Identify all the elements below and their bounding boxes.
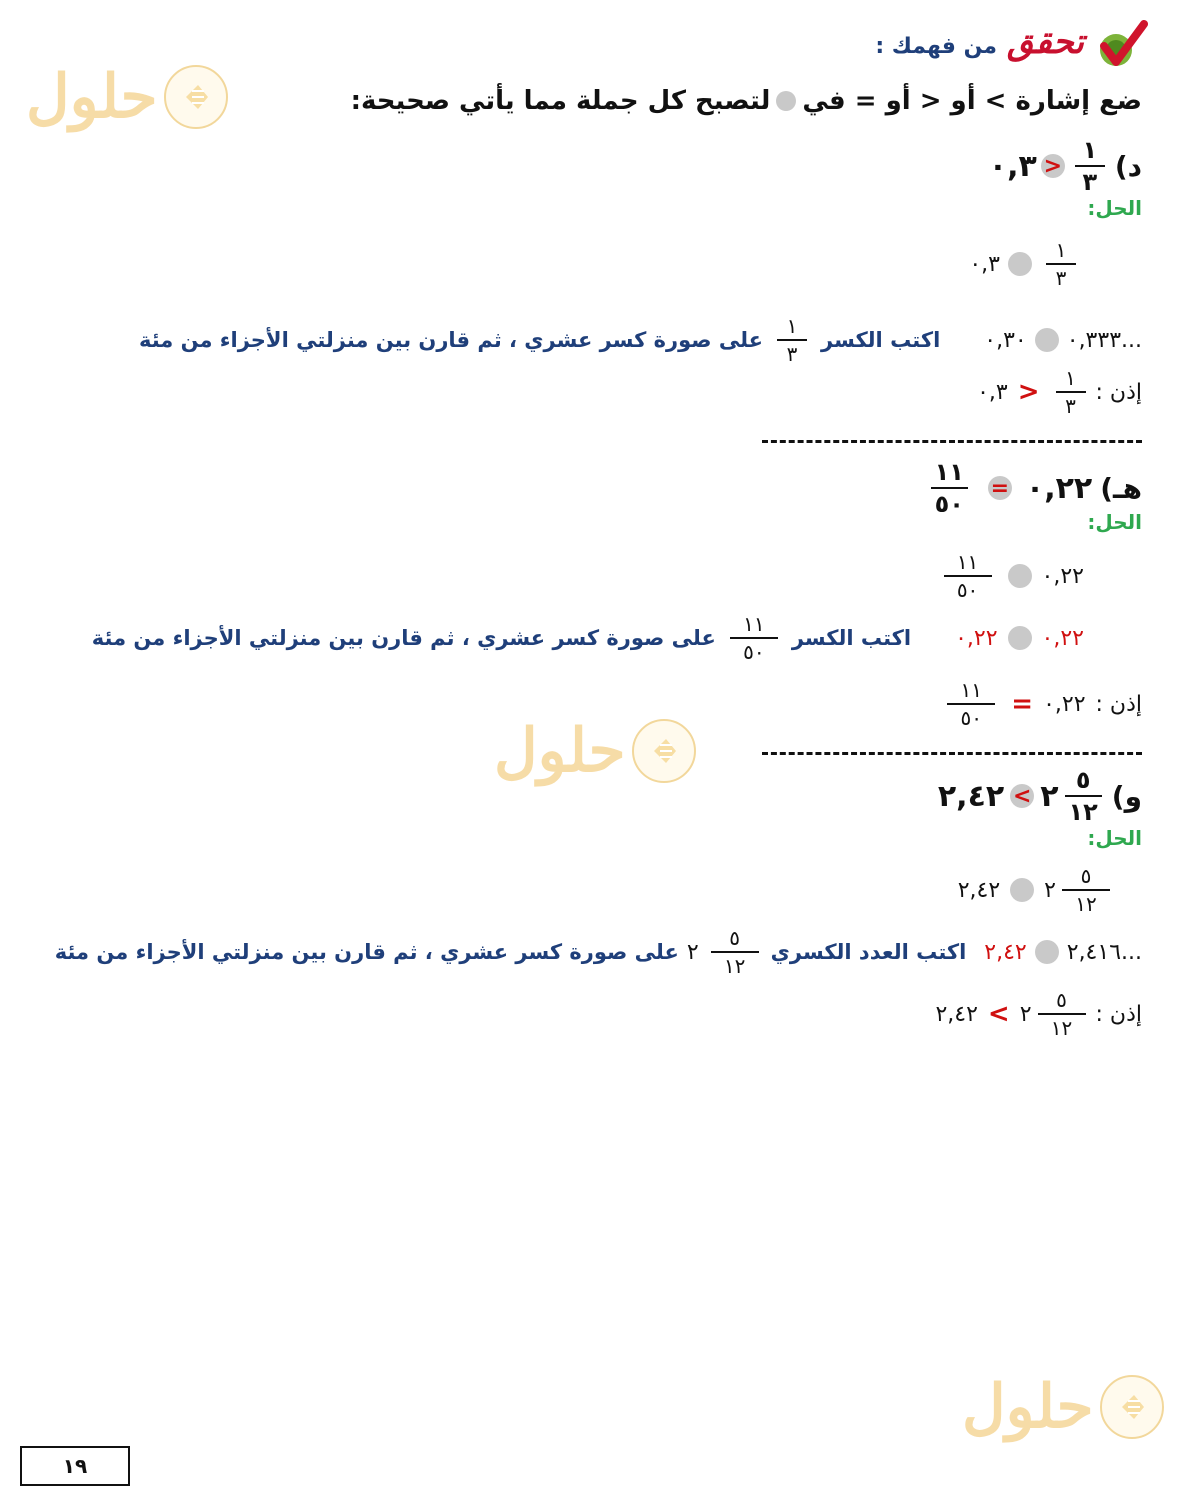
whole-number: ٢ [1040, 778, 1059, 814]
circle-placeholder-icon [776, 91, 796, 111]
decimal-value: ٠,٣ [969, 251, 1000, 277]
fraction [1046, 240, 1076, 288]
question-w [938, 768, 1142, 824]
fraction-bar [947, 703, 995, 705]
answer-symbol: < [1043, 153, 1063, 179]
watermark-logo [26, 62, 228, 132]
comparison-circle [1041, 154, 1065, 178]
fraction [1062, 866, 1110, 914]
denominator: ١٢ [1075, 892, 1097, 916]
denominator: ١٢ [723, 954, 746, 978]
numerator: ١١ [956, 550, 979, 574]
numerator: ٥ [1075, 766, 1091, 794]
numerator: ٥ [1056, 988, 1067, 1012]
solution-step-1 [969, 240, 1082, 288]
therefore-label: إذن : [1095, 691, 1142, 717]
solution-label: الحل: [1087, 826, 1142, 850]
fraction-bar [1065, 795, 1102, 797]
title-sub: من فهمك : [875, 34, 998, 59]
fraction-bar [730, 637, 778, 639]
note-decimal-compare: على صورة كسر عشري ، ثم قارن بين منزلتي الأجزاء من مئة [91, 626, 716, 650]
fraction [1075, 138, 1105, 194]
decimal-left: ...٢,٤١٦ [1066, 939, 1142, 965]
denominator: ٥٠ [934, 490, 964, 518]
question-h [925, 460, 1142, 516]
decimal-value: ٠,٣ [977, 379, 1008, 405]
fraction [944, 552, 992, 600]
answer-symbol: > [1012, 783, 1032, 809]
decimal-value: ٢,٤٢ [957, 877, 1001, 903]
solution-conclusion [977, 368, 1142, 416]
comparison-circle [1008, 626, 1032, 650]
denominator: ٥٠ [956, 578, 979, 602]
denominator: ١٢ [1050, 1016, 1073, 1040]
checkmark-icon [1094, 18, 1148, 72]
fraction [947, 680, 995, 728]
watermark-logo [494, 716, 696, 786]
instruction-part2: لتصبح كل جملة مما يأتي صحيحة: [350, 86, 771, 116]
fraction-bar [1038, 1013, 1086, 1015]
therefore-label: إذن : [1095, 1001, 1142, 1027]
decimal-value: ٠,٢٢ [1025, 470, 1093, 506]
fraction-bar [1075, 165, 1105, 167]
decimal-value: ٢,٤٢ [937, 778, 1005, 814]
denominator: ٥٠ [960, 706, 983, 730]
solution-step-2 [92, 614, 1084, 662]
decimal-right: ٠,٢٢ [955, 625, 998, 651]
fraction-bar [777, 339, 807, 341]
denominator: ٥٠ [743, 640, 765, 664]
note-write-fraction: اكتب الكسر [821, 328, 941, 352]
therefore-label: إذن : [1095, 379, 1142, 405]
solution-label: الحل: [1087, 510, 1142, 534]
separator [762, 752, 1142, 755]
solution-step-2 [55, 928, 1142, 976]
fraction [730, 614, 778, 662]
denominator: ٣ [1065, 394, 1076, 418]
solution-conclusion [941, 680, 1142, 728]
watermark-text: حلول [962, 1372, 1094, 1442]
solution-step-1 [958, 866, 1116, 914]
solution-conclusion [935, 990, 1142, 1038]
watermark-book-icon [164, 65, 228, 129]
fraction [711, 928, 759, 976]
instruction-part1: ضع إشارة > أو < أو = في [802, 86, 1142, 116]
answer-symbol: = [990, 475, 1010, 501]
comparison-circle [1010, 784, 1034, 808]
watermark-text: حلول [494, 716, 626, 786]
denominator: ١٢ [1068, 798, 1098, 826]
solution-label: الحل: [1087, 196, 1142, 220]
decimal-right: ٠,٣٠ [984, 327, 1027, 353]
numerator: ١١ [960, 678, 983, 702]
title-main: تحقق [1007, 22, 1084, 62]
comparison-circle [988, 476, 1012, 500]
numerator: ١ [786, 314, 798, 338]
fraction-bar [711, 951, 759, 953]
fraction-bar [1062, 889, 1110, 891]
numerator: ٥ [729, 926, 741, 950]
watermark-text: حلول [26, 62, 158, 132]
numerator: ٥ [1080, 864, 1092, 888]
page-number: ١٩ [20, 1446, 130, 1486]
decimal-left: ٠,٢٢ [1041, 625, 1084, 651]
solution-step-1 [938, 552, 1084, 600]
numerator: ١ [1055, 238, 1067, 262]
whole-number: ٢ [1019, 1001, 1032, 1027]
instruction [351, 86, 1142, 116]
note-write-fraction: اكتب الكسر [791, 626, 912, 650]
conclusion-symbol: = [1011, 689, 1034, 719]
fraction-bar [944, 575, 992, 577]
whole-number: ٢ [1044, 877, 1056, 903]
numerator: ١ [1065, 366, 1076, 390]
decimal-value: ٢,٤٢ [935, 1001, 978, 1027]
fraction [1056, 368, 1086, 416]
numerator: ١ [1082, 136, 1098, 164]
question-d [989, 138, 1142, 194]
question-label: هـ) [1100, 471, 1142, 505]
note-decimal-compare: على صورة كسر عشري ، ثم قارن بين منزلتي الأجزاء من مئة [138, 328, 764, 352]
fraction-bar [1056, 391, 1086, 393]
conclusion-symbol: > [987, 999, 1010, 1029]
conclusion-symbol: < [1017, 377, 1040, 407]
comparison-circle [1008, 564, 1032, 588]
decimal-value: ٠,٣ [988, 148, 1037, 184]
denominator: ٣ [1082, 168, 1098, 196]
whole-number: ٢ [686, 939, 699, 965]
numerator: ١١ [743, 612, 765, 636]
solution-step-2 [139, 316, 1142, 364]
denominator: ٣ [1055, 266, 1067, 290]
decimal-value: ٠,٢٢ [1043, 691, 1086, 717]
question-label: و) [1111, 779, 1142, 813]
watermark-book-icon [632, 719, 696, 783]
section-title [875, 22, 1084, 62]
watermark-logo [962, 1372, 1164, 1442]
watermark-book-icon [1100, 1375, 1164, 1439]
comparison-circle [1008, 252, 1032, 276]
denominator: ٣ [786, 342, 798, 366]
fraction [777, 316, 807, 364]
fraction-bar [1046, 263, 1076, 265]
note-decimal-compare: على صورة كسر عشري ، ثم قارن بين منزلتي الأجزاء من مئة [54, 940, 679, 964]
decimal-right: ٢,٤٢ [984, 939, 1027, 965]
fraction [1065, 768, 1102, 824]
decimal-left: ...٠,٣٣٣ [1066, 327, 1142, 353]
comparison-circle [1035, 328, 1059, 352]
fraction [1038, 990, 1086, 1038]
question-label: د) [1114, 149, 1142, 183]
separator [762, 440, 1142, 443]
comparison-circle [1035, 940, 1059, 964]
fraction [931, 460, 968, 516]
note-write-mixed: اكتب العدد الكسري [770, 940, 967, 964]
comparison-circle [1010, 878, 1034, 902]
decimal-value: ٠,٢٢ [1041, 563, 1084, 589]
numerator: ١١ [934, 458, 964, 486]
fraction-bar [931, 487, 968, 489]
